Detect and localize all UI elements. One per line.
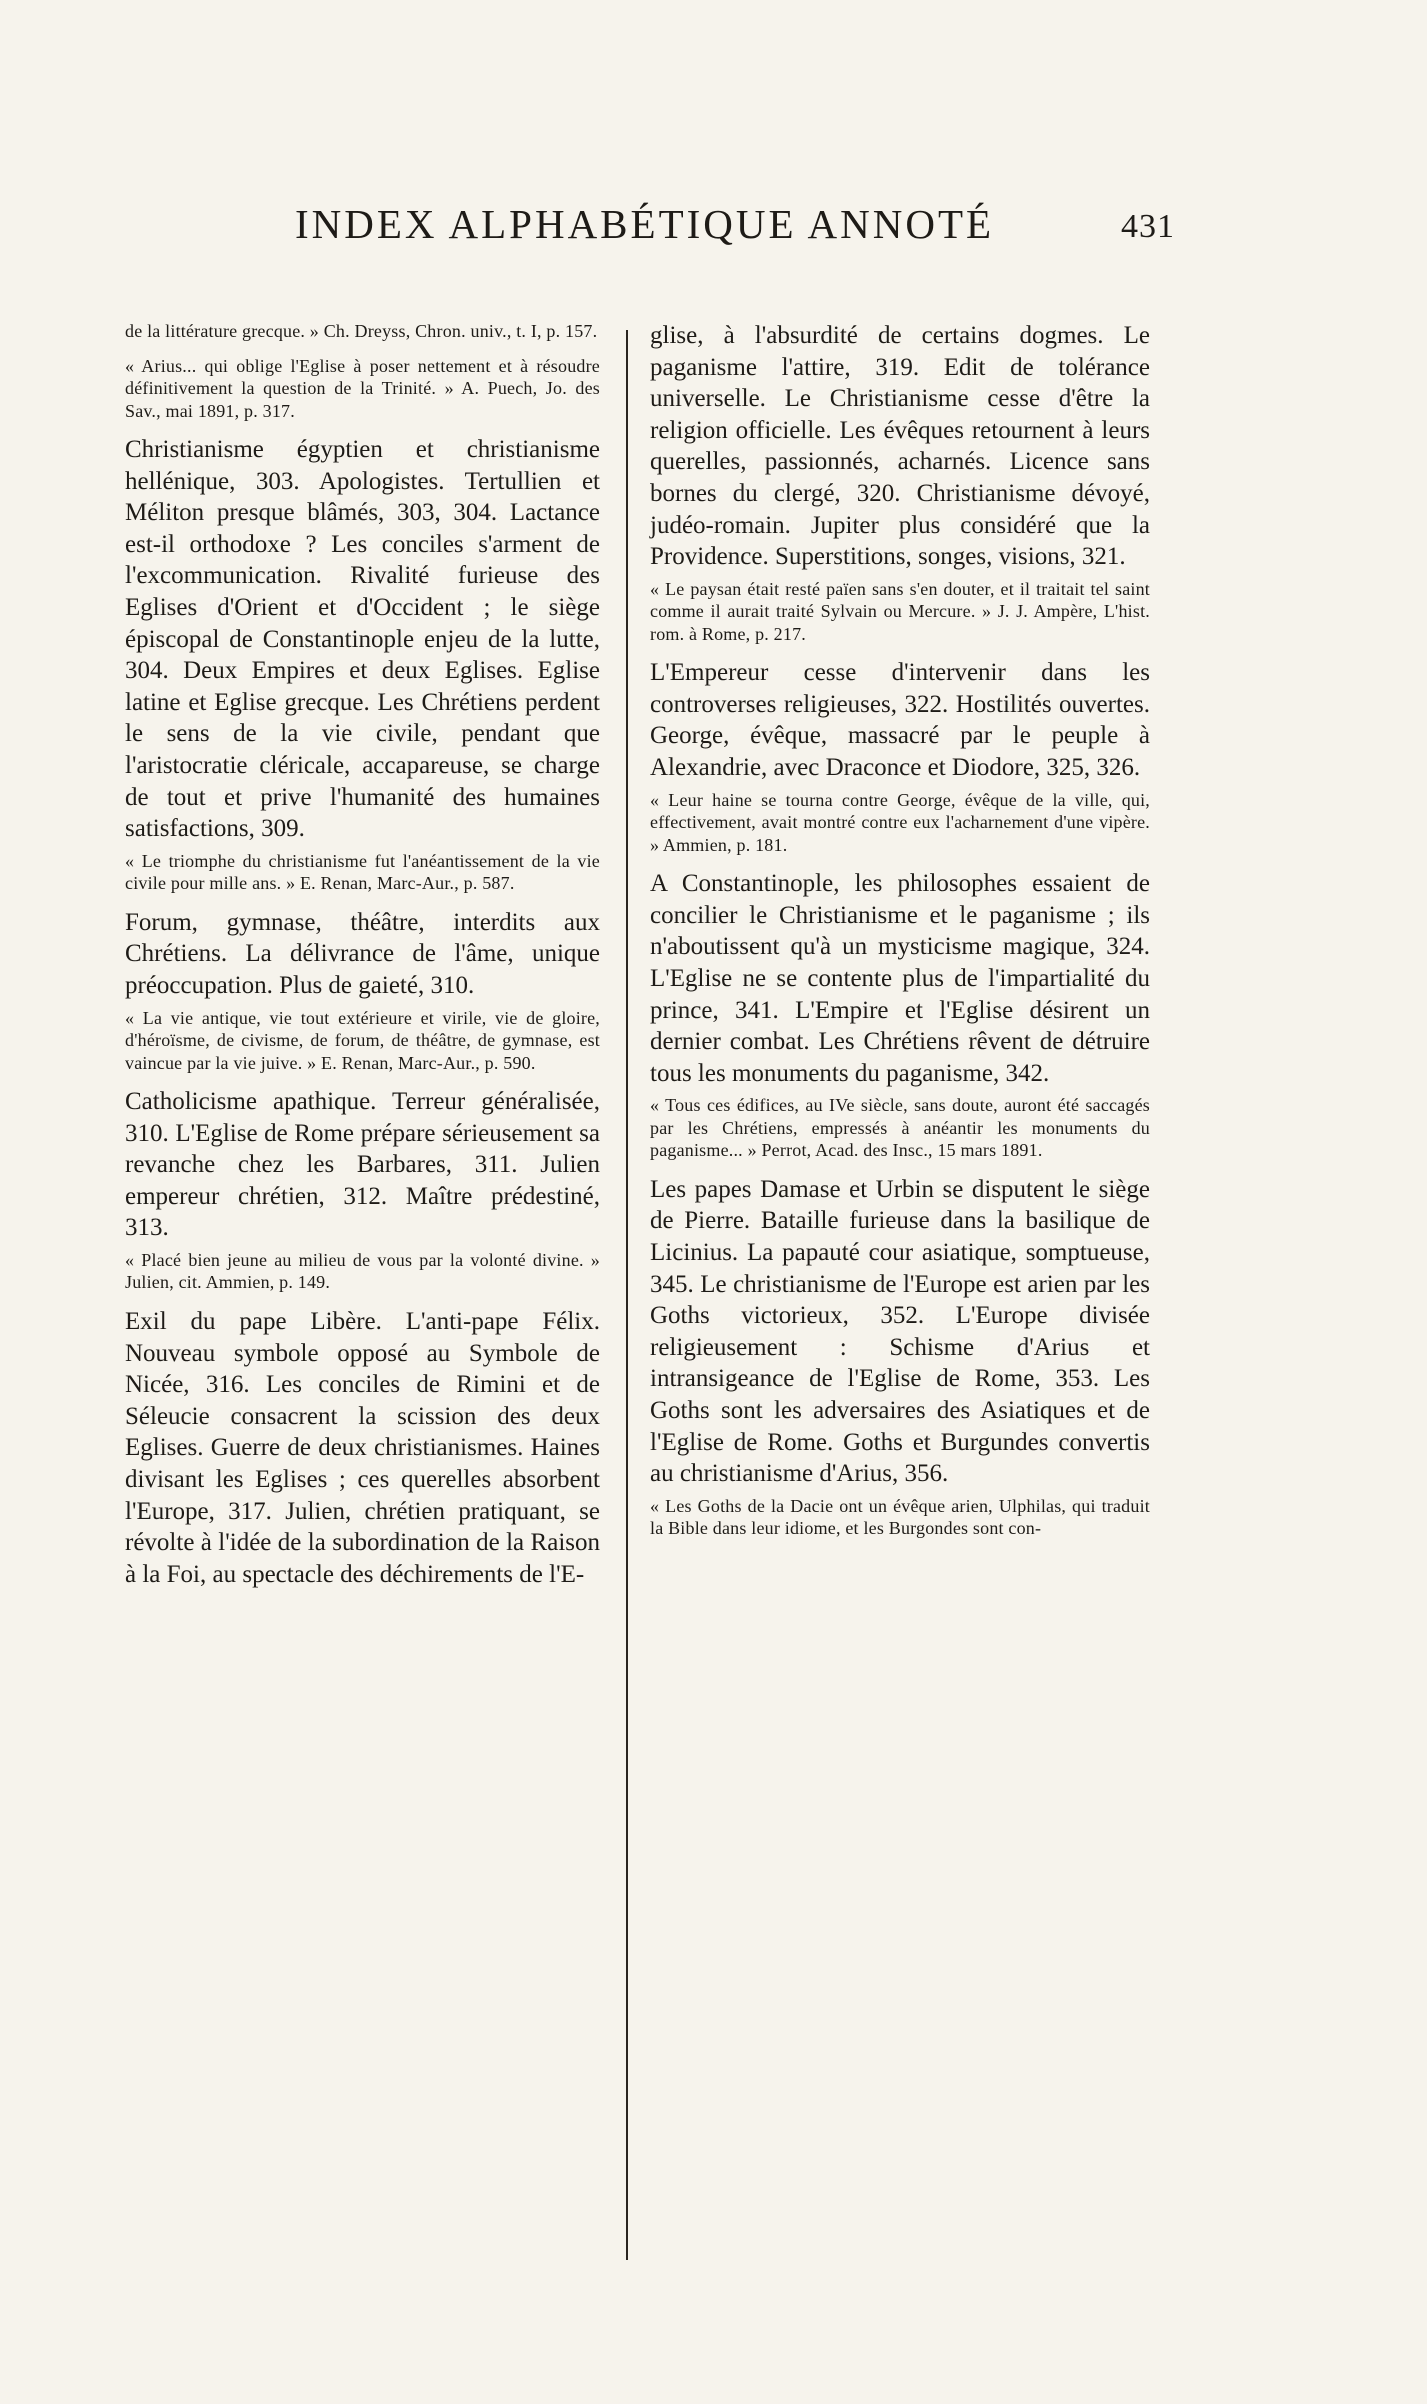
quote-paragraph: « La vie antique, vie tout extérieure et virile, vie de gloire, d'héroïsme, de civisme, de forum, de théâtre, de gymnase, est vaincue par la vie juive. » E. Renan, Marc-Aur., p. 590. [125,1007,600,1073]
index-paragraph: Christianisme égyptien et christianisme hellénique, 303. Apologistes. Tertullien et Méliton presque blâmés, 303, 304. Lactance est-il orthodoxe ? Les conciles s'arment de l'excommunication. Rivalité furieuse des Eglises d'Orient et d'Occident ; le siège épiscopal de Constantinople enjeu de la lutte, 304. Deux Empires et deux Eglises. Eglise latine et Eglise grecque. Les Chrétiens perdent le sens de la vie civile, pendant que l'aristocratie cléricale, accapareuse, se charge de tout et prive l'humanité des humaines satisfactions, 309. [125,436,600,843]
index-paragraph: A Constantinople, les philosophes essaient de concilier le Christianisme et le paganisme ; ils n'aboutissent qu'à un mysticisme magique, 324. L'Eglise ne se contente plus de l'impartialité du prince, 341. L'Empire et l'Eglise désirent un dernier combat. Les Chrétiens rêvent de détruire tous les monuments du paganisme, 342. [650,870,1150,1087]
index-paragraph: Exil du pape Libère. L'anti-pape Félix. Nouveau symbole opposé au Symbole de Nicée, 316. Les conciles de Rimini et de Séleucie consacrent la scission des deux Eglises. Guerre de deux christianismes. Haines divisant les Eglises ; ces querelles absorbent l'Europe, 317. Julien, chrétien pratiquant, se révolte à l'idée de la subordination de la Raison à la Foi, au spectacle des déchirements de l'E- [125,1307,600,1588]
quote-paragraph: « Le triomphe du christianisme fut l'anéantissement de la vie civile pour mille ans. » E. Renan, Marc-Aur., p. 587. [125,850,600,894]
quote-paragraph: « Leur haine se tourna contre George, évêque de la ville, qui, effectivement, avait montré contre eux l'acharnement d'une vipère. » Ammien, p. 181. [650,789,1150,855]
left-column [125,320,600,1590]
column-divider [626,330,628,2260]
page-number: 431 [1121,208,1175,245]
index-paragraph: glise, à l'absurdité de certains dogmes. Le paganisme l'attire, 319. Edit de tolérance universelle. Le Christianisme cesse d'être la religion officielle. Les évêques retournent à leurs querelles, passionnés, acharnés. Licence sans bornes du clergé, 320. Christianisme dévoyé, judéo-romain. Jupiter plus considéré que la Providence. Superstitions, songes, visions, 321. [650,322,1150,571]
quote-paragraph: « Placé bien jeune au milieu de vous par la volonté divine. » Julien, cit. Ammien, p. 149. [125,1249,600,1293]
index-paragraph: L'Empereur cesse d'intervenir dans les controverses religieuses, 322. Hostilités ouvertes. George, évêque, massacré par le peuple à Alexandrie, avec Draconce et Diodore, 325, 326. [650,659,1150,782]
quote-paragraph: « Arius... qui oblige l'Eglise à poser nettement et à résoudre définitivement la question de la Trinité. » A. Puech, Jo. des Sav., mai 1891, p. 317. [125,355,600,421]
quote-paragraph: de la littérature grecque. » Ch. Dreyss, Chron. univ., t. I, p. 157. [125,321,598,341]
quote-paragraph: « Les Goths de la Dacie ont un évêque arien, Ulphilas, qui traduit la Bible dans leur idiome, et les Burgondes sont con- [650,1495,1150,1539]
index-paragraph: Forum, gymnase, théâtre, interdits aux Chrétiens. La délivrance de l'âme, unique préoccupation. Plus de gaieté, 310. [125,908,600,999]
page-header-title: INDEX ALPHABÉTIQUE ANNOTÉ [295,201,995,247]
quote-paragraph: « Le paysan était resté païen sans s'en douter, et il traitait tel saint comme il aurait traité Sylvain ou Mercure. » J. J. Ampère, L'hist. rom. à Rome, p. 217. [650,578,1150,644]
index-paragraph: Catholicisme apathique. Terreur généralisée, 310. L'Eglise de Rome prépare sérieusement sa revanche chez les Barbares, 311. Julien empereur chrétien, 312. Maître prédestiné, 313. [125,1088,600,1242]
right-column [650,320,1150,1552]
index-paragraph: Les papes Damase et Urbin se disputent le siège de Pierre. Bataille furieuse dans la basilique de Licinius. La papauté cour asiatique, somptueuse, 345. Le christianisme de l'Europe est arien par les Goths victorieux, 352. L'Europe divisée religieusement : Schisme d'Arius et intransigeance de l'Eglise de Rome, 353. Les Goths sont les adversaires des Asiatiques et de l'Eglise de Rome. Goths et Burgundes convertis au christianisme d'Arius, 356. [650,1175,1150,1488]
quote-paragraph: « Tous ces édifices, au IVe siècle, sans doute, auront été saccagés par les Chrétiens, empressés à anéantir les monuments du paganisme... » Perrot, Acad. des Insc., 15 mars 1891. [650,1095,1150,1161]
